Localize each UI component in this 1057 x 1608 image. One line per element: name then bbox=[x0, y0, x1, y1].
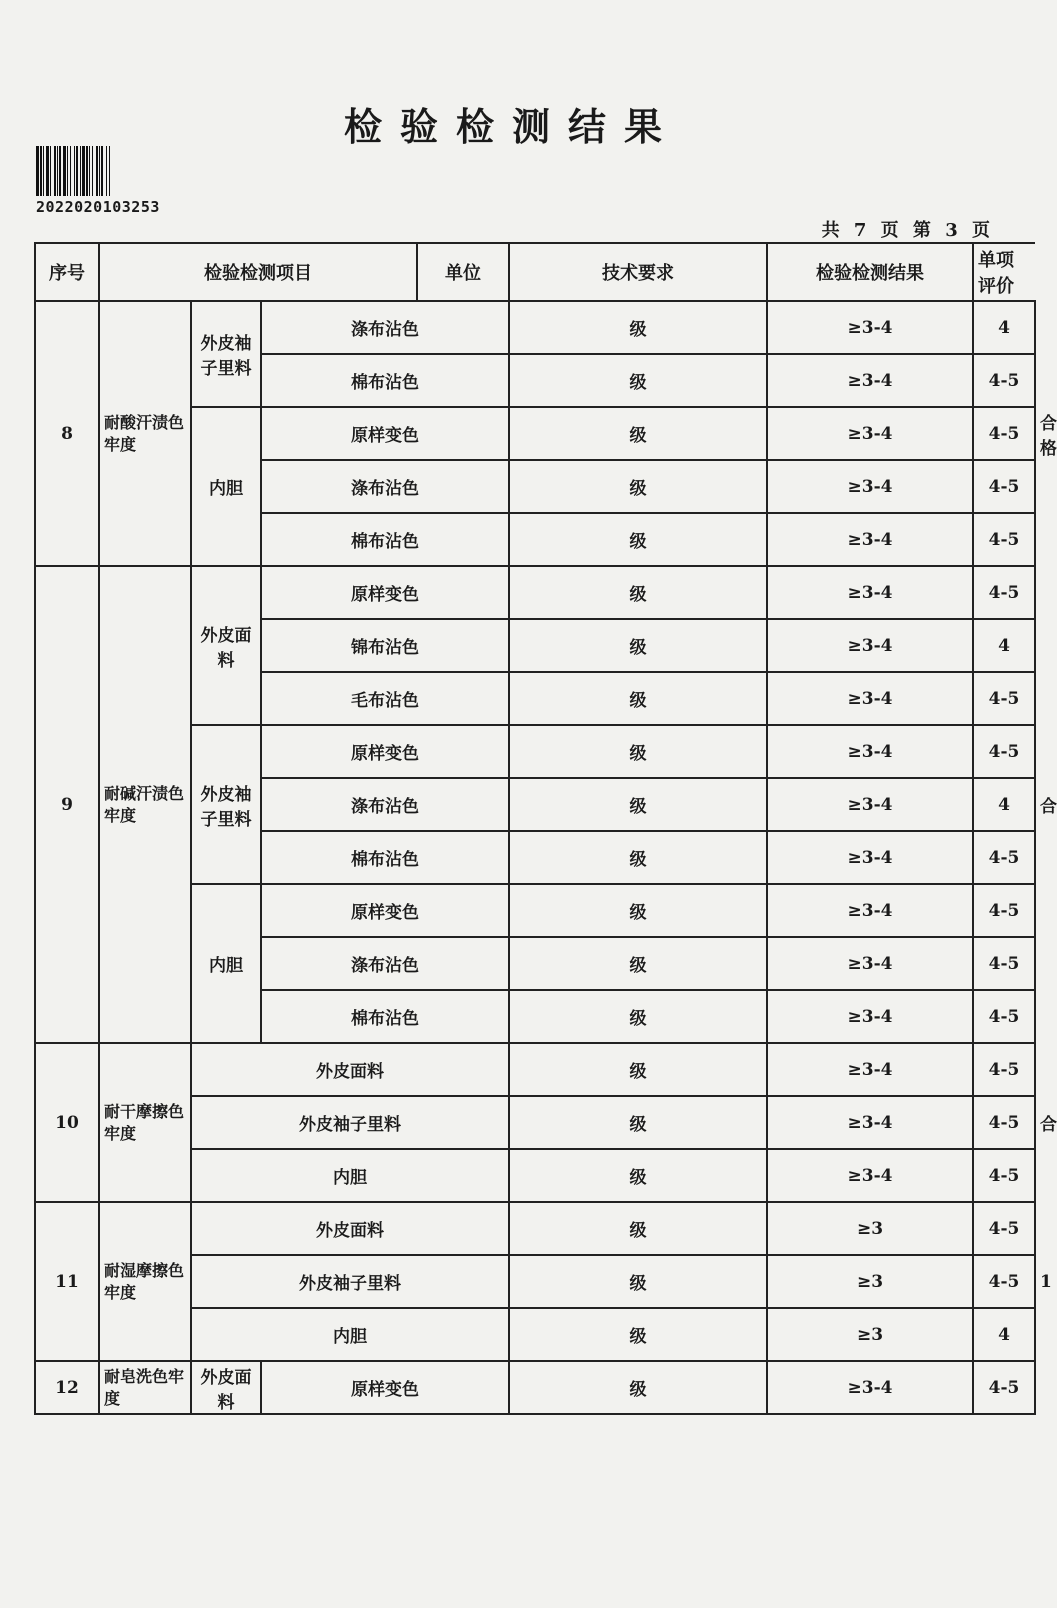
row-unit: 级 bbox=[509, 990, 767, 1043]
table-row: 8 耐酸汗渍色牢度 外皮袖子里料 涤布沾色 级 ≥3-4 4 合格 bbox=[35, 301, 1035, 354]
row-requirement: ≥3-4 bbox=[767, 566, 973, 619]
page-counter: 共 7 页 第 3 页 bbox=[821, 220, 994, 241]
row-result: 4-5 bbox=[973, 1043, 1035, 1096]
row-subitem: 棉布沾色 bbox=[261, 831, 509, 884]
row-subitem: 毛布沾色 bbox=[261, 672, 509, 725]
table-row bbox=[35, 1361, 1035, 1414]
row-item: 耐碱汗渍色牢度 bbox=[99, 566, 191, 1043]
row-result: 4-5 bbox=[973, 460, 1035, 513]
row-requirement: ≥3-4 bbox=[767, 460, 973, 513]
row-unit: 级 bbox=[509, 672, 767, 725]
row-unit: 级 bbox=[509, 1043, 767, 1096]
row-unit: 级 bbox=[509, 566, 767, 619]
row-subitem: 涤布沾色 bbox=[261, 460, 509, 513]
row-requirement: ≥3-4 bbox=[767, 513, 973, 566]
row-requirement: ≥3 bbox=[767, 1255, 973, 1308]
header-requirement: 技术要求 bbox=[509, 243, 767, 301]
row-result: 4-5 bbox=[973, 1255, 1035, 1308]
row-subitem: 棉布沾色 bbox=[261, 990, 509, 1043]
row-subitem: 涤布沾色 bbox=[261, 937, 509, 990]
row-requirement: ≥3 bbox=[767, 1308, 973, 1361]
row-result: 4-5 bbox=[973, 884, 1035, 937]
page-title: 检验检测结果 bbox=[343, 104, 680, 149]
row-requirement: ≥3-4 bbox=[767, 354, 973, 407]
row-seq: 10 bbox=[35, 1043, 99, 1202]
row-unit: 级 bbox=[509, 1255, 767, 1308]
row-seq: 9 bbox=[35, 566, 99, 1043]
row-unit: 级 bbox=[509, 884, 767, 937]
header-result: 检验检测结果 bbox=[767, 243, 973, 301]
row-result: 4 bbox=[973, 778, 1035, 831]
row-seq: 8 bbox=[35, 301, 99, 566]
row-unit: 级 bbox=[509, 407, 767, 460]
row-seq: 12 bbox=[35, 1361, 99, 1414]
row-subitem: 外皮面料 bbox=[191, 1202, 509, 1255]
row-subitem: 原样变色 bbox=[261, 407, 509, 460]
row-subitem: 涤布沾色 bbox=[261, 301, 509, 354]
header-item: 检验检测项目 bbox=[99, 243, 417, 301]
row-subitem: 原样变色 bbox=[261, 1361, 509, 1414]
row-subitem: 外皮袖子里料 bbox=[191, 1255, 509, 1308]
row-result: 4-5 bbox=[973, 990, 1035, 1043]
row-subgroup: 内胆 bbox=[191, 407, 261, 566]
table-row: 11 耐湿摩擦色牢度 外皮面料 级 ≥3 4-5 1 bbox=[35, 1202, 1035, 1255]
row-result: 4-5 bbox=[973, 831, 1035, 884]
row-requirement: ≥3-4 bbox=[767, 672, 973, 725]
row-subitem: 涤布沾色 bbox=[261, 778, 509, 831]
row-requirement: ≥3-4 bbox=[767, 778, 973, 831]
row-subitem: 锦布沾色 bbox=[261, 619, 509, 672]
row-result: 4-5 bbox=[973, 1149, 1035, 1202]
row-result: 4-5 bbox=[973, 354, 1035, 407]
row-unit: 级 bbox=[509, 1308, 767, 1361]
row-item: 耐酸汗渍色牢度 bbox=[99, 301, 191, 566]
row-unit: 级 bbox=[509, 937, 767, 990]
row-item: 耐湿摩擦色牢度 bbox=[99, 1202, 191, 1361]
row-unit: 级 bbox=[509, 725, 767, 778]
row-unit: 级 bbox=[509, 831, 767, 884]
row-requirement: ≥3-4 bbox=[767, 1043, 973, 1096]
row-item: 耐干摩擦色牢度 bbox=[99, 1043, 191, 1202]
table-row: 10 耐干摩擦色牢度 外皮面料 级 ≥3-4 4-5 合 bbox=[35, 1043, 1035, 1096]
row-subitem: 外皮面料 bbox=[191, 1043, 509, 1096]
row-unit: 级 bbox=[509, 1202, 767, 1255]
row-unit: 级 bbox=[509, 301, 767, 354]
header-verdict: 单项评价 bbox=[973, 243, 1035, 301]
row-result: 4 bbox=[973, 1308, 1035, 1361]
row-unit: 级 bbox=[509, 619, 767, 672]
row-requirement: ≥3-4 bbox=[767, 884, 973, 937]
row-result: 4-5 bbox=[973, 725, 1035, 778]
row-unit: 级 bbox=[509, 778, 767, 831]
row-requirement: ≥3-4 bbox=[767, 1361, 973, 1414]
row-unit: 级 bbox=[509, 460, 767, 513]
row-requirement: ≥3 bbox=[767, 1202, 973, 1255]
row-item: 耐皂洗色牢度 bbox=[99, 1361, 191, 1414]
row-requirement: ≥3-4 bbox=[767, 990, 973, 1043]
row-subgroup: 外皮袖子里料 bbox=[191, 301, 261, 407]
row-requirement: ≥3-4 bbox=[767, 301, 973, 354]
row-subitem: 棉布沾色 bbox=[261, 513, 509, 566]
row-result: 4-5 bbox=[973, 1361, 1035, 1414]
row-requirement: ≥3-4 bbox=[767, 1096, 973, 1149]
row-result: 4-5 bbox=[973, 407, 1035, 460]
row-subitem: 棉布沾色 bbox=[261, 354, 509, 407]
barcode bbox=[36, 146, 206, 216]
row-result: 4-5 bbox=[973, 513, 1035, 566]
row-result: 4 bbox=[973, 619, 1035, 672]
row-unit: 级 bbox=[509, 1149, 767, 1202]
row-subitem: 内胆 bbox=[191, 1149, 509, 1202]
row-result: 4-5 bbox=[973, 566, 1035, 619]
row-subitem: 原样变色 bbox=[261, 566, 509, 619]
row-unit: 级 bbox=[509, 513, 767, 566]
row-unit: 级 bbox=[509, 1361, 767, 1414]
row-subitem: 内胆 bbox=[191, 1308, 509, 1361]
row-result: 4-5 bbox=[973, 1096, 1035, 1149]
row-result: 4-5 bbox=[973, 1202, 1035, 1255]
row-subgroup: 外皮面料 bbox=[191, 566, 261, 725]
row-seq: 11 bbox=[35, 1202, 99, 1361]
row-requirement: ≥3-4 bbox=[767, 619, 973, 672]
row-requirement: ≥3-4 bbox=[767, 407, 973, 460]
row-result: 4-5 bbox=[973, 937, 1035, 990]
row-subgroup: 外皮袖子里料 bbox=[191, 725, 261, 884]
row-subgroup: 外皮面料 bbox=[191, 1361, 261, 1414]
row-requirement: ≥3-4 bbox=[767, 937, 973, 990]
results-table bbox=[34, 242, 1057, 1415]
row-requirement: ≥3-4 bbox=[767, 1149, 973, 1202]
header-unit: 单位 bbox=[417, 243, 509, 301]
row-result: 4 bbox=[973, 301, 1035, 354]
row-subitem: 外皮袖子里料 bbox=[191, 1096, 509, 1149]
row-unit: 级 bbox=[509, 1096, 767, 1149]
table-row: 9 耐碱汗渍色牢度 外皮面料 原样变色 级 ≥3-4 4-5 合 bbox=[35, 566, 1035, 619]
barcode-bars bbox=[36, 146, 206, 196]
row-result: 4-5 bbox=[973, 672, 1035, 725]
row-requirement: ≥3-4 bbox=[767, 831, 973, 884]
row-unit: 级 bbox=[509, 354, 767, 407]
barcode-number: 2022020103253 bbox=[36, 198, 160, 216]
header-seq: 序号 bbox=[35, 243, 99, 301]
row-subgroup: 内胆 bbox=[191, 884, 261, 1043]
row-requirement: ≥3-4 bbox=[767, 725, 973, 778]
row-subitem: 原样变色 bbox=[261, 725, 509, 778]
row-subitem: 原样变色 bbox=[261, 884, 509, 937]
